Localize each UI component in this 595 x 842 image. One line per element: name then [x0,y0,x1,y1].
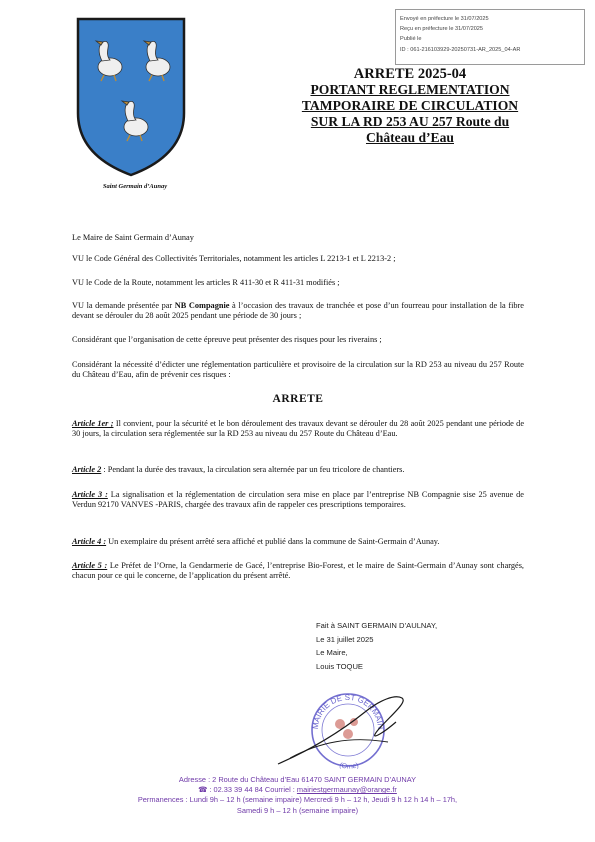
seal-text-bottom: (Orne) [338,762,360,771]
article-text: Il convient, pour la sécurité et le bon déroulement des travaux devant se dérouler du 28 août 2025 pendant une période de 30 jours, la circulation sera réglementée sur la RD 253 au niveau du 257 Route du Château d’Eau. [72,419,525,439]
preamble-vu-code-route [72,278,524,288]
crest-caption: Saint Germain d’Aunay [102,183,168,190]
seal-emblem-icon [335,718,358,739]
article-label: Article 4 : [72,537,107,546]
article-text: Le Préfet de l’Orne, la Gendarmerie de Gacé, l’entreprise Bio-Forest, et le maire de Saint-Germain d’Aunay sont chargés, chacun pour ce qui le concerne, de l’application du présent arrêté. [72,561,525,581]
stamp-sent-line: Envoyé en préfecture le 31/07/2025 [400,16,489,22]
signature-name: Louis TOQUE [316,661,363,671]
article-1 [72,419,524,439]
vu-paragraph: VU le Code Général des Collectivités Territoriales, notamment les articles L 2213-1 et L 2213-2 ; [72,254,396,263]
title-line: SUR LA RD 253 AU 257 Route du [310,114,510,129]
company-name: NB Compagnie [174,301,230,310]
footer-address: Adresse : 2 Route du Château d’Eau 61470 SAINT GERMAIN D’AUNAY [178,775,417,784]
mayor-seal-icon [270,672,420,772]
footer-contact [60,785,535,795]
stamp-published-line: Publié le [400,36,422,43]
vu-text: à l’occasion des travaux de tranchée et pose d’un fourreau pour installation de la fibre devant se dérouler du 28 août 2025 pendant une période de 30 jours ; [72,301,524,321]
document-title [285,66,535,146]
article-label: Article 3 : [72,490,108,499]
stamp-received-line: Reçu en préfecture le 31/07/2025 [400,26,484,33]
article-2 [72,465,524,475]
mayor-line: Le Maire de Saint Germain d’Aunay [72,233,194,242]
signature-date: Le 31 juillet 2025 [316,634,374,644]
vu-text: VU la demande présentée par [72,301,175,310]
preamble-considerant-1 [72,335,524,345]
page-footer [60,775,535,816]
article-label: Article 5 : [72,561,108,570]
article-5 [72,561,524,581]
coat-of-arms-icon [74,15,188,179]
svg-text:(Orne) [338,762,359,771]
email-link[interactable]: mairiestgermaunay@orange.fr [296,785,397,795]
preamble-vu-demande [72,301,524,321]
seal-text-top: MAIRIE DE ST GERMAIN [310,692,386,730]
phone-text: ☎ : 02.33 39 44 84 Courriel : [198,785,297,795]
footer-hours: Samedi 9 h – 12 h (semaine impaire) [236,805,359,815]
vu-paragraph: VU le Code de la Route, notamment les articles R 411-30 et R 411-31 modifiés ; [72,278,340,287]
article-label: Article 2 [72,465,102,474]
considerant-paragraph: Considérant que l’organisation de cette épreuve peut présenter des risques pour les riverains ; [72,335,382,344]
prefecture-stamp-box [395,9,585,65]
footer-hours: Permanences : Lundi 9h – 12 h (semaine impaire) Mercredi 9 h – 12 h, Jeudi 9 h 12 h 14 h – 17h, [137,795,458,805]
article-text: : Pendant la durée des travaux, la circulation sera alternée par un feu tricolore de chantiers. [101,465,405,474]
title-line: Château d’Eau [365,130,454,145]
preamble-considerant-2 [72,360,524,380]
article-text: Un exemplaire du présent arrêté sera affiché et publié dans la commune de Saint-Germain d’Aunay. [106,537,440,546]
article-4 [72,537,524,547]
preamble-mayor [72,233,524,243]
signature-role: Le Maire, [316,648,348,657]
title-line: PORTANT REGLEMENTATION [310,82,510,97]
arrete-heading: ARRETE [272,393,324,405]
signature-place: Fait à SAINT GERMAIN D’AULNAY, [316,621,438,630]
considerant-paragraph: Considérant la nécessité d’édicter une réglementation particulière et provisoire de la circulation sur la RD 253 au niveau du 257 Route du Château d’Eau, afin de prévenir ces risques : [72,360,524,380]
signature-block [316,619,496,673]
title-number: ARRETE 2025-04 [353,66,467,82]
handwritten-signature-icon [278,697,403,764]
preamble-vu-cgct [72,254,524,264]
article-label: Article 1er ; [72,419,114,428]
vu-paragraph [72,301,524,321]
stamp-id-line: ID : 061-216103929-20250731-AR_2025_04-AR [400,46,521,53]
article-text: La signalisation et la réglementation de circulation sera mise en place par l’entreprise NB Compagnie sise 25 avenue de Verdun 92170 VANVES -PARIS, chargée des travaux afin de rappeler ces prescriptions temporaires. [72,490,524,510]
article-3 [72,490,524,510]
title-line: TAMPORAIRE DE CIRCULATION [301,98,519,113]
